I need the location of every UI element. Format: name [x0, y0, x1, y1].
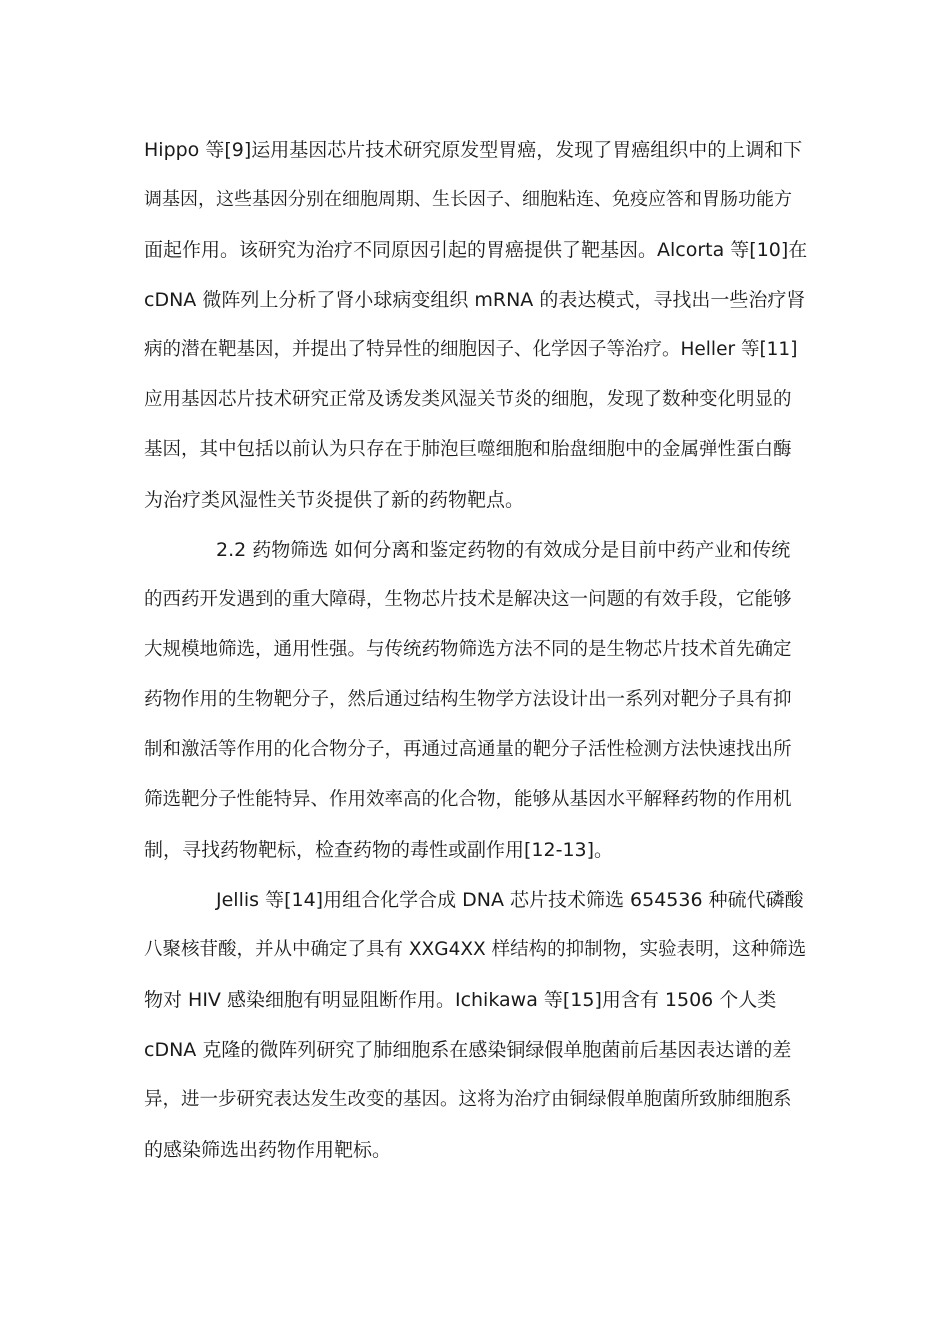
- text-line: Jellis 等[14]用组合化学合成 DNA 芯片技术筛选 654536 种硫代磷酸: [216, 889, 804, 911]
- paragraph-hippo: [144, 125, 808, 525]
- text-line: 的感染筛选出药物作用靶标。: [144, 1139, 392, 1161]
- text-line: 基因，其中包括以前认为只存在于肺泡巨噬细胞和胎盘细胞中的金属弹性蛋白酶: [144, 439, 792, 460]
- text-line: 的西药开发遇到的重大障碍，生物芯片技术是解决这一问题的有效手段，它能够: [144, 589, 792, 610]
- text-line: 制，寻找药物靶标，检查药物的毒性或副作用[12-13]。: [144, 839, 614, 861]
- text-line: 八聚核苷酸，并从中确定了具有 XXG4XX 样结构的抑制物，实验表明，这种筛选: [144, 939, 807, 960]
- text-line: 物对 HIV 感染细胞有明显阻断作用。Ichikawa 等[15]用含有 1506 个人类: [144, 989, 777, 1011]
- text-line: cDNA 微阵列上分析了肾小球病变组织 mRNA 的表达模式，寻找出一些治疗肾: [144, 289, 806, 311]
- text-line: 为治疗类风湿性关节炎提供了新的药物靶点。: [144, 489, 525, 511]
- text-line: cDNA 克隆的微阵列研究了肺细胞系在感染铜绿假单胞菌前后基因表达谱的差: [144, 1039, 792, 1061]
- text-line: 筛选靶分子性能特异、作用效率高的化合物，能够从基因水平解释药物的作用机: [144, 789, 792, 810]
- paragraph-drug-screening: [144, 525, 808, 875]
- text-line: Hippo 等[9]运用基因芯片技术研究原发型胃癌，发现了胃癌组织中的上调和下: [144, 139, 803, 161]
- text-line: 制和激活等作用的化合物分子，再通过高通量的靶分子活性检测方法快速找出所: [144, 739, 792, 760]
- text-line: 面起作用。该研究为治疗不同原因引起的胃癌提供了靶基因。Alcorta 等[10]在: [144, 239, 808, 261]
- text-line: 药物作用的生物靶分子，然后通过结构生物学方法设计出一系列对靶分子具有抑: [144, 689, 792, 710]
- section-heading-line: 2.2 药物筛选 如何分离和鉴定药物的有效成分是目前中药产业和传统: [216, 539, 791, 561]
- text-line: 大规模地筛选，通用性强。与传统药物筛选方法不同的是生物芯片技术首先确定: [144, 639, 792, 660]
- text-line: 异，进一步研究表达发生改变的基因。这将为治疗由铜绿假单胞菌所致肺细胞系: [144, 1089, 792, 1110]
- paragraph-jellis: [144, 875, 808, 1175]
- text-line: 应用基因芯片技术研究正常及诱发类风湿关节炎的细胞，发现了数种变化明显的: [144, 389, 792, 410]
- text-line: 调基因，这些基因分别在细胞周期、生长因子、细胞粘连、免疫应答和胃肠功能方: [144, 189, 792, 210]
- text-line: 病的潜在靶基因，并提出了特异性的细胞因子、化学因子等治疗。Heller 等[11]: [144, 339, 798, 360]
